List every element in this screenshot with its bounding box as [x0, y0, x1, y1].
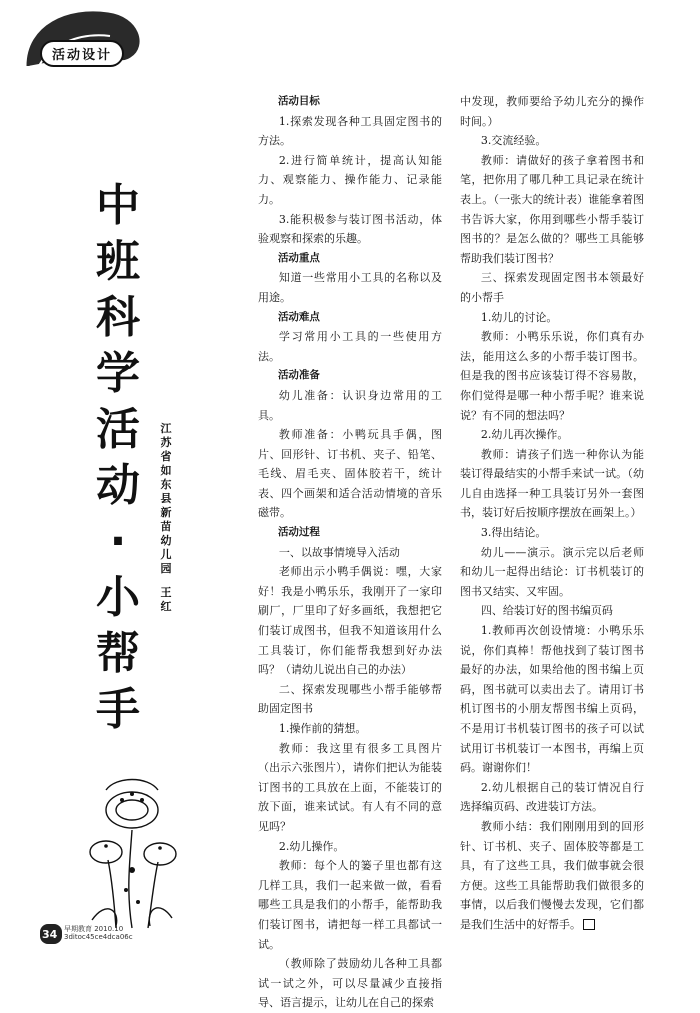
publication-info [64, 925, 133, 941]
title-char: 动 [96, 460, 140, 511]
body-paragraph: 2.进行简单统计，提高认知能力、观察能力、操作能力、记录能力。 [258, 153, 442, 206]
body-paragraph: 教师准备：小鸭玩具手偶，图片、回形针、订书机、夹子、铅笔、毛线、眉毛夹、固体胶若干，统计表、四个画架和适合活动情境的音乐磁带。 [258, 428, 442, 520]
author-school-char: 县 [160, 492, 172, 505]
author-name-char: 红 [160, 600, 172, 613]
author-byline [156, 422, 176, 614]
body-paragraph: 1.操作前的猜想。 [278, 722, 367, 735]
body-paragraph: 幼儿准备：认识身边常用的工具。 [258, 388, 442, 422]
section-tag: 活动设计 [40, 40, 124, 67]
author-school-char: 如 [160, 464, 172, 477]
body-paragraph: 教师：小鸭乐乐说，你们真有办法，能用这么多的小帮手装订图书。但是我的图书应该装订得不容易散，你们觉得是哪一种小帮手呢？谁来说说？有不同的想法吗？ [460, 330, 644, 422]
body-paragraph: 1.幼儿的讨论。 [480, 310, 558, 324]
author-name-char: 王 [160, 586, 172, 599]
code-line: 3ditoc45ce4dca06c [64, 933, 133, 941]
title-char: 小 [96, 572, 140, 623]
author-school-char: 幼 [160, 534, 172, 547]
author-school-char: 新 [160, 506, 172, 519]
body-paragraph: 3.能积极参与装订图书活动，体验观察和探索的乐趣。 [258, 212, 442, 246]
body-paragraph: 老师出示小鸭手偶说：嘿，大家好！我是小鸭乐乐，我刚开了一家印刷厂，厂里印了好多画纸，我想把它们装订成图书，但我不知道该用什么工具装订，你们能帮我想到好办法吗？（请幼儿说出自己的办法） [258, 565, 442, 677]
author-school-char: 东 [160, 478, 172, 491]
page-number: 34 [42, 928, 58, 941]
body-paragraph: 幼儿——演示。演示完以后老师和幼儿一起得出结论：订书机装订的图书又结实、又牢固。 [460, 545, 644, 598]
article-column-2 [460, 92, 644, 935]
author-school-char: 儿 [160, 548, 172, 561]
flower-ornament-illustration [86, 770, 178, 930]
journal-line: 早期教育 2010.10 [64, 925, 124, 933]
section-heading: 活动目标 [277, 95, 320, 107]
article-end-mark-icon [583, 919, 595, 930]
body-paragraph: 教师：我这里有很多工具图片（出示六张图片），请你们把认为能装订图书的工具放在上面，不能装订的放下面，谁来试试。有人有不同的意见吗？ [258, 741, 442, 833]
author-school-char: 苗 [160, 520, 172, 533]
body-paragraph: 学习常用小工具的一些使用方法。 [258, 330, 442, 363]
body-paragraph: 二、探索发现哪些小帮手能够帮助固定图书 [258, 682, 442, 716]
body-paragraph: 中发现，教师要给予幼儿充分的操作时间。） [460, 95, 644, 128]
title-char: 中 [96, 180, 140, 231]
body-paragraph: 三、探索发现固定图书本领最好的小帮手 [460, 271, 644, 304]
body-paragraph: 一、以故事情境导入活动 [278, 545, 400, 559]
body-paragraph: 四、给装订好的图书编页码 [480, 604, 613, 618]
title-char: 帮 [96, 628, 140, 679]
page-title [88, 178, 148, 738]
body-paragraph: 教师：每个人的篓子里也都有这几样工具，我们一起来做一做，看看哪些工具是我们的小帮手，能帮助我们装订图书，请把每一样工具都试一试。 [258, 859, 442, 951]
body-paragraph: 1.探索发现各种工具固定图书的方法。 [258, 114, 442, 148]
title-char: · [109, 516, 127, 567]
body-paragraph: 2.幼儿再次操作。 [480, 428, 569, 442]
title-char: 学 [96, 348, 140, 399]
title-char: 手 [96, 684, 140, 735]
section-heading: 活动重点 [277, 251, 320, 264]
title-char: 科 [96, 292, 140, 343]
section-heading: 活动过程 [277, 526, 320, 539]
section-heading: 活动难点 [277, 310, 320, 323]
body-paragraph: 教师：请做好的孩子拿着图书和笔，把你用了哪几种工具记录在统计表上。（一张大的统计表）谁能拿着图书告诉大家，你用到哪些小帮手装订图书的？是怎么做的？哪些工具能够帮助我们装订图书？ [460, 153, 644, 265]
body-paragraph: 3.交流经验。 [480, 134, 547, 148]
title-char: 班 [96, 236, 140, 287]
author-school-char: 省 [160, 450, 172, 463]
body-paragraph: 1.教师再次创设情境：小鸭乐乐说，你们真棒！帮他找到了装订图书最好的办法，如果给他的图书编上页码，图书就可以卖出去了。请用订书机订图书的小朋友帮图书编上页码，不是用订书机装订图书的孩子可以试试用订书机装订一本图书，再编上页码。谢谢你们！ [460, 624, 644, 775]
author-school-char: 江 [160, 422, 172, 435]
article-column-1 [258, 92, 442, 1013]
body-paragraph: （教师除了鼓励幼儿各种工具都试一试之外，可以尽量减少直接指导、语言提示，让幼儿在自己的探索 [258, 957, 442, 1010]
body-paragraph: 3.得出结论。 [480, 526, 547, 540]
author-school-char: 苏 [160, 436, 172, 449]
body-paragraph: 2.幼儿根据自己的装订情况自行选择编页码、改进装订方法。 [460, 780, 644, 814]
body-paragraph: 教师小结：我们刚刚用到的回形针、订书机、夹子、固体胶等都是工具，有了这些工具，我们做事就会很方便。这些工具能帮助我们做很多的事情，以后我们慢慢去发现，它们都是我们生活中的好帮手。 [460, 819, 644, 931]
body-paragraph: 2.幼儿操作。 [278, 839, 345, 853]
section-heading: 活动准备 [277, 369, 320, 382]
title-char: 活 [96, 404, 140, 455]
body-paragraph: 教师：请孩子们选一种你认为能装订得最结实的小帮手来试一试。（幼儿自由选择一种工具装订另外一套图书，装订好后按顺序摆放在画架上。） [460, 447, 644, 520]
body-paragraph: 知道一些常用小工具的名称以及用途。 [258, 271, 442, 304]
author-school-char: 园 [160, 562, 172, 575]
